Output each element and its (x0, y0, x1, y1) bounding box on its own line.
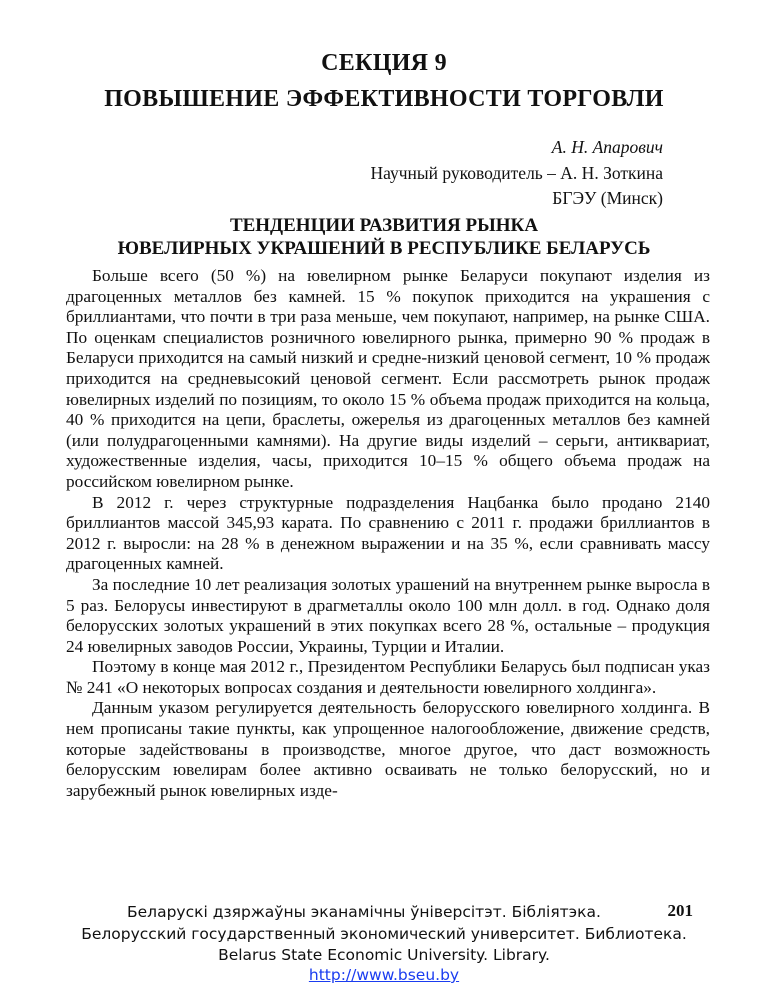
author-name: А. Н. Апарович (551, 137, 663, 157)
library-website-link[interactable]: http://www.bseu.by (308, 966, 460, 984)
library-watermark-russian: Белорусский государственный экономический университет. Библиотека. (81, 925, 687, 943)
library-watermark-english: Belarus State Economic University. Library. (218, 946, 550, 964)
scientific-advisor: Научный руководитель – А. Н. Зоткина (370, 163, 663, 183)
body-paragraph: Больше всего (50 %) на ювелирном рынке Беларуси покупают изделия из драгоценных металлов без камней. 15 % покупок приходится на украшения с бриллиантами, что почти в три раза меньше, чем покупают, например, на рынке США. По оценкам специалистов розничного ювелирного рынка, примерно 90 % продаж в Беларуси приходится на самый низкий и средне-низкий ценовой сегмент, 10 % продаж приходится на средневысокий ценовой сегмент. Если рассмотреть рынок продаж ювелирных изделий по позициям, то около 15 % объема продаж приходится на кольца, 40 % приходится на цепи, браслеты, ожерелья из драгоценных металлов без камней (или полудрагоценными камнями). На другие виды изделий – серьги, антиквариат, художественные изделия, часы, приходится 10–15 % общего объема продаж на российском ювелирном рынке. (66, 266, 710, 491)
body-paragraph: За последние 10 лет реализация золотых урашений на внутреннем рынке выросла в 5 раз. Белорусы инвестируют в драгметаллы около 100 млн долл. в год. Однако доля белорусских золотых украшений в этих покупках всего 28 %, остальные – продукция 24 ювелирных заводов России, Украины, Турции и Италии. (66, 574, 710, 656)
section-number: СЕКЦИЯ 9 (321, 50, 447, 76)
article-title-line-1: ТЕНДЕНЦИИ РАЗВИТИЯ РЫНКА (229, 215, 539, 236)
library-watermark-belarusian: Беларускі дзяржаўны эканамічны ўніверсітэт. Бібліятэка. (127, 903, 601, 921)
body-paragraph: В 2012 г. через структурные подразделения Нацбанка было продано 2140 бриллиантов массой 345,93 карата. По сравнению с 2011 г. продажи бриллиантов в 2012 г. выросли: на 28 % в денежном выражении и на 35 %, если сравнивать массу драгоценных камней. (66, 492, 710, 574)
article-body (66, 266, 710, 801)
section-title: ПОВЫШЕНИЕ ЭФФЕКТИВНОСТИ ТОРГОВЛИ (104, 86, 664, 112)
article-title-line-2: ЮВЕЛИРНЫХ УКРАШЕНИЙ В РЕСПУБЛИКЕ БЕЛАРУСЬ (117, 238, 651, 259)
body-paragraph: Данным указом регулируется деятельность белорусского ювелирного холдинга. В нем прописаны такие пункты, как упрощенное налогообложение, движение средств, которые задействованы в производстве, многое другое, что даст возможность белорусским ювелирам более активно осваивать не только белорусский, но и зарубежный рынок ювелирных изде- (66, 698, 710, 800)
body-paragraph: Поэтому в конце мая 2012 г., Президентом Республики Беларусь был подписан указ № 241 «О некоторых вопросах создания и деятельности ювелирного холдинга». (66, 657, 710, 697)
organization: БГЭУ (Минск) (552, 188, 663, 208)
page-number: 201 (667, 901, 693, 920)
